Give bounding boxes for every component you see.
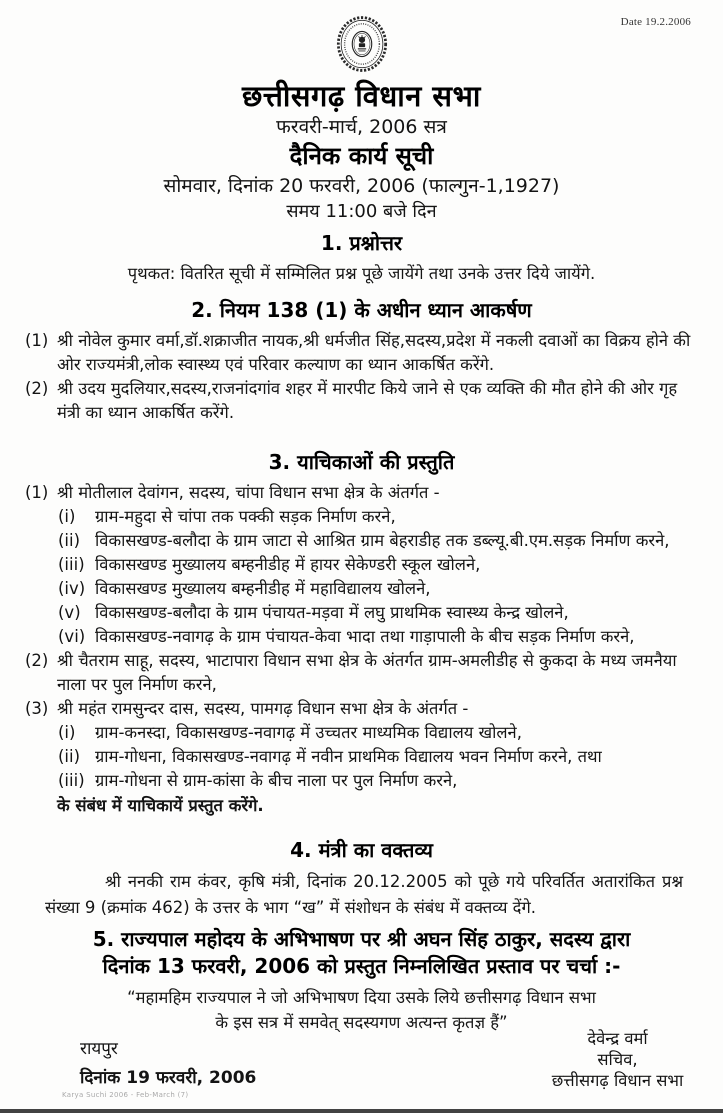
assembly-title: छत्तीसगढ़ विधान सभा — [242, 79, 481, 113]
quote-line-1: “महामहिम राज्यपाल ने जो अभिभाषण दिया उसके लिये छत्तीसगढ़ विधान सभा — [127, 988, 596, 1007]
item-number: (3) — [25, 699, 49, 718]
scan-edge-strip — [0, 1109, 723, 1113]
item-list — [0, 481, 723, 818]
signatory-org: छत्तीसगढ़ विधान सभा — [551, 1071, 684, 1090]
session-line: फरवरी-मार्च, 2006 सत्र — [276, 116, 447, 138]
subitem-number: (iii) — [58, 555, 85, 574]
subitem-number: (iv) — [58, 579, 86, 598]
heading-line-2: दिनांक 13 फरवरी, 2006 को प्रस्तुत निम्नलिखित प्रस्ताव पर चर्चा :- — [102, 954, 621, 978]
subitem-number: (vi) — [58, 627, 86, 646]
scan-date-label: Date 19.2.2006 — [620, 16, 691, 28]
section-heading: 4. मंत्री का वक्तव्य — [290, 838, 433, 862]
agenda-item — [25, 481, 699, 505]
document-header — [0, 12, 723, 224]
signatory-role: सचिव, — [597, 1050, 638, 1069]
section-governor-address-discussion — [0, 926, 723, 1035]
print-reference-note: Karya Suchi 2006 - Feb-March (7) — [62, 1091, 189, 1099]
section-body: श्री ननकी राम कंवर, कृषि मंत्री, दिनांक 20.12.2005 को पूछे गये परिवर्तित अतारांकित प्रश्न संख्या 9 (क्रमांक 462) के उत्तर के भाग “ख” में संशोधन के संबंध में वक्तव्य देंगे. — [45, 872, 683, 917]
signatory-name: देवेन्द्र वर्मा — [587, 1029, 648, 1048]
footer-date: दिनांक 19 फरवरी, 2006 — [80, 1068, 257, 1088]
heading-line-1: 5. राज्यपाल महोदय के अभिभाषण पर श्री अघन सिंह ठाकुर, सदस्य द्वारा — [92, 927, 631, 951]
agenda-item — [25, 377, 699, 425]
agenda-subitem — [58, 769, 699, 793]
subitem-text: विकासखण्ड-बलौदा के ग्राम पंचायत-मड़वा में लघु प्राथमिक स्वास्थ्य केन्द्र खोलने, — [95, 603, 569, 622]
assembly-seal-icon — [327, 12, 397, 76]
subitem-number: (i) — [58, 507, 76, 526]
item-list — [0, 329, 723, 425]
subitem-text: विकासखण्ड मुख्यालय बम्हनीडीह में महाविद्यालय खोलने, — [95, 579, 431, 598]
item-number: (1) — [25, 483, 49, 502]
subitem-text: ग्राम-गोधना से ग्राम-कांसा के बीच नाला पर पुल निर्माण करने, — [95, 771, 458, 790]
subitem-text: विकासखण्ड-बलौदा के ग्राम जाटा से आश्रित ग्राम बेहराडीह तक डब्ल्यू.बी.एम.सड़क निर्माण करने, — [95, 531, 670, 550]
agenda-subitem — [58, 625, 699, 649]
subitem-text: ग्राम-गोधना, विकासखण्ड-नवागढ़ में नवीन प्राथमिक विद्यालय भवन निर्माण करने, तथा — [95, 747, 602, 766]
agenda-subitem — [58, 721, 699, 745]
subitem-number: (v) — [58, 603, 81, 622]
section-body: पृथकत: वितरित सूची में सम्मिलित प्रश्न पूछे जायेंगे तथा उनके उत्तर दिये जायेंगे. — [127, 264, 596, 283]
section-minister-statement — [0, 837, 723, 921]
section-petitions — [0, 449, 723, 818]
signature-block — [520, 1028, 715, 1091]
item-text: श्री चैतराम साहू, सदस्य, भाटापारा विधान सभा क्षेत्र के अंतर्गत ग्राम-अमलीडीह से कुकदा के मध्य जमनैया नाला पर पुल निर्माण करने, — [57, 651, 677, 694]
section-heading: 1. प्रश्नोत्तर — [320, 231, 403, 255]
subitem-text: विकासखण्ड-नवागढ़ के ग्राम पंचायत-केवा भादा तथा गाड़ापाली के बीच सड़क निर्माण करने, — [95, 627, 635, 646]
agenda-subitem — [58, 601, 699, 625]
doc-title: दैनिक कार्य सूची — [289, 142, 434, 170]
agenda-item — [25, 329, 699, 377]
agenda-subitem — [58, 505, 699, 529]
agenda-item — [25, 649, 699, 697]
section-heading: 3. याचिकाओं की प्रस्तुति — [268, 450, 455, 474]
item-number: (2) — [25, 379, 49, 398]
day-date-line: सोमवार, दिनांक 20 फरवरी, 2006 (फाल्गुन-1,1927) — [163, 175, 560, 197]
item-number: (1) — [25, 331, 49, 350]
footer-place-date — [80, 1035, 256, 1093]
agenda-subitem — [58, 553, 699, 577]
item-text: श्री मोतीलाल देवांगन, सदस्य, चांपा विधान सभा क्षेत्र के अंतर्गत - — [57, 483, 440, 502]
quote-line-2: के इस सत्र में समवेत् सदस्यगण अत्यन्त कृतज्ञ हैं” — [215, 1013, 508, 1032]
agenda-subitem — [58, 745, 699, 769]
time-line: समय 11:00 बजे दिन — [286, 201, 437, 222]
agenda-subitem — [58, 577, 699, 601]
footer-place: रायपुर — [80, 1039, 118, 1059]
item-text: श्री उदय मुदलियार,सदस्य,राजनांदगांव शहर में मारपीट किये जाने से एक व्यक्ति की मौत होने की ओर गृह मंत्री का ध्यान आकर्षित करेंगे. — [57, 379, 678, 422]
section-heading — [0, 926, 723, 980]
item-number: (2) — [25, 651, 49, 670]
agenda-item — [25, 697, 699, 721]
subitem-number: (i) — [58, 723, 76, 742]
item-text: श्री महंत रामसुन्दर दास, सदस्य, पामगढ़ विधान सभा क्षेत्र के अंतर्गत - — [57, 699, 469, 718]
agenda-subitem — [58, 529, 699, 553]
section-heading: 2. नियम 138 (1) के अधीन ध्यान आकर्षण — [191, 298, 532, 322]
section-closing-line: के संबंध में याचिकायें प्रस्तुत करेंगे. — [57, 796, 264, 815]
item-text: श्री नोवेल कुमार वर्मा,डॉ.शक्राजीत नायक,श्री धर्मजीत सिंह,सदस्य,प्रदेश में नकली दवाओं का विक्रय होने की ओर राज्यमंत्री,लोक स्वास्थ्य एवं परिवार कल्याण का ध्यान आकर्षित करेंगे. — [57, 331, 691, 374]
section-call-attention — [0, 297, 723, 425]
subitem-text: ग्राम-महुदा से चांपा तक पक्की सड़क निर्माण करने, — [95, 507, 396, 526]
section-questions — [0, 230, 723, 286]
subitem-number: (iii) — [58, 771, 85, 790]
subitem-number: (ii) — [58, 747, 81, 766]
subitem-text: ग्राम-कनस्दा, विकासखण्ड-नवागढ़ में उच्चतर माध्यमिक विद्यालय खोलने, — [95, 723, 522, 742]
subitem-number: (ii) — [58, 531, 81, 550]
subitem-text: विकासखण्ड मुख्यालय बम्हनीडीह में हायर सेकेण्डरी स्कूल खोलने, — [95, 555, 481, 574]
